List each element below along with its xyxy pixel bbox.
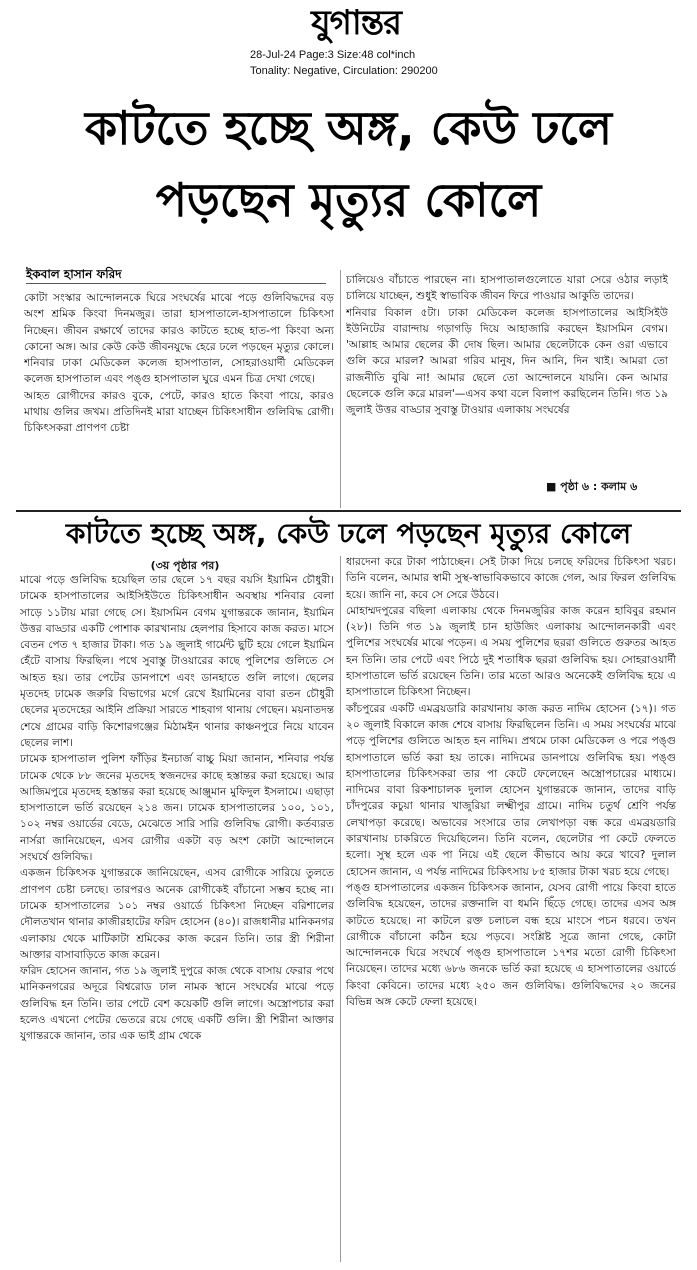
- continuation-headline: কাটতে হচ্ছে অঙ্গ, কেউ ঢলে পড়ছেন মৃত্যুর কোলে: [65, 517, 632, 550]
- body-paragraph: কাঁচপুরের একটি এমব্রয়ডারি কারখানায় কাজ করত নাদিম হোসেন (১৭)। গত ২০ জুলাই বিকালে কাজ শেষে বাসায় ফিরছিলেন তিনি। এ সময় সংঘর্ষের মাঝে পড়ে পুলিশের গুলিতে আহত হন নাদিম। প্রথমে ঢাকা মেডিকেল ও পরে পঙ্গু হাসপাতালে ভর্তি করা হয় তাকে। নাদিমের ডানপায়ে গুলিবিদ্ধ হয়। পঙ্গু হাসপাতালের চিকিৎসকরা তার পা কেটে ফেলেছেন অস্ত্রোপচারের মাধ্যমে। নাদিমের বাবা রিকশাচালক দুলাল হোসেন যুগান্তরকে জানান, তাদের বাড়ি চাঁদপুরের কচুয়া থানার খাজুরিয়া লক্ষ্মীপুর গ্রামে। নাদিম চতুর্থ শ্রেণি পর্যন্ত লেখাপড়া করেছে। অভাবের সংসারে তার লেখাপড়া বন্ধ করে এমব্রয়ডারি কারখানায় চাকরিতে দিয়েছিলেন। তিনি বলেন, ছেলেটার পা কেটে ফেলতে হলো। সুস্থ হলে এক পা নিয়ে এই ছেলে কীভাবে আয় করে খাবে? দুলাল হোসেন জানান, এ পর্যন্ত নাদিমের চিকিৎসায় ৮৫ হাজার টাকা খরচ হয়ে গেছে।: [346, 702, 676, 878]
- masthead: [0, 0, 697, 96]
- continuation-column-right: [346, 554, 676, 1260]
- body-paragraph: ঢামেক হাসপাতাল পুলিশ ফাঁড়ির ইনচার্জ বাচ্চু মিয়া জানান, শনিবার পর্যন্ত ঢামেক থেকে ৮৮ জনের মৃতদেহ স্বজনদের কাছে হস্তান্তর করা হয়েছে। আর আজিমপুরে মৃতদেহ হস্তান্তর করা হয়েছে আঞ্জুমান মুফিদুল ইসলামে। এছাড়া হাসপাতালে ভর্তি রয়েছেন ২১৪ জন। ঢামেক হাসপাতালের ১০০, ১০১, ১০২ নম্বর ওয়ার্ডের বেডে, মেঝেতে সারি সারি গুলিবিদ্ধ রোগী। কর্তব্যরত নার্সরা জানিয়েছেন, এসব রোগীর একটা বড় অংশ কোটা আন্দোলনে সংঘর্ষে গুলিবিদ্ধ।: [20, 753, 334, 864]
- jump-reference: ■ পৃষ্ঠা ৬ : কলাম ৬: [546, 478, 637, 497]
- body-paragraph: পঙ্গু হাসপাতালের একজন চিকিৎসক জানান, যেসব রোগী পায়ে কিংবা হাতে গুলিবিদ্ধ হয়েছেন, তাদের রক্তনালি বা ধমনি ছিঁড়ে গেছে। তাদের এসব অঙ্গ কাটতে হয়েছে। না কাটলে রক্ত চলাচল বন্ধ হয়ে মাংসে পচন ধরবে। তখন রোগীকে বাঁচানো কঠিন হয়ে পড়বে। সংশ্লিষ্ট সূত্রে জানা গেছে, কোটা আন্দোলনকে ঘিরে সংঘর্ষে পঙ্গু হাসপাতালে ১৭শর মতো রোগী চিকিৎসা নিয়েছেন। তাদের মধ্যে ৬৮৬ জনকে ভর্তি করা হয়েছে এ হাসপাতালের ওয়ার্ডে কিংবা কেবিনে। তাদের মধ্যে ২৫০ জন গুলিবিদ্ধ। গুলিবিদ্ধদের ২০ জনের বিভিন্ন অঙ্গ কেটে ফেলা হয়েছে।: [346, 881, 676, 1009]
- body-paragraph: মোহাম্মদপুরের বছিলা এলাকায় থেকে দিনমজুরির কাজ করেন হাবিবুর রহমান (২৮)। তিনি গত ১৯ জুলাই চান হাউজিং এলাকায় আন্দোলনকারী এবং পুলিশের সংঘর্ষের মাঝে পড়েন। এ সময় পুলিশের ছররা গুলিতে গুরুতর আহত হন তিনি। তার পেটে এবং পিঠে দুই শতাধিক ছররা গুলিবিদ্ধ হয়। সোহরাওয়ার্দী হাসপাতালে ভর্তি রয়েছেন তিনি। তার মতো আরও অনেকেই গুলিবিদ্ধ হয়ে এ হাসপাতালে চিকিৎসা নিচ্ছেন।: [346, 604, 676, 699]
- lead-right-paragraph: চালিয়েও বাঁচাতে পারছেন না। হাসপাতালগুলোতে যারা সেরে ওঠার লড়াই চালিয়ে যাচ্ছেন, শুধুই স্বাভাবিক জীবন ফিরে পাওয়ার আকুতি তাদের।: [346, 274, 668, 303]
- byline-rule: [26, 283, 326, 284]
- lead-column-left: [24, 290, 334, 506]
- lead-right-paragraph: শনিবার বিকাল ৫টা। ঢাকা মেডিকেল কলেজ হাসপাতালের আইসিইউ ইউনিটের বারান্দায় গড়াগড়ি দিয়ে আহাজারি করছেন ইয়াসমিন বেগম। 'আল্লাহ আমার ছেলের কী দোষ ছিল। আমার ছেলেটাকে কেন ওরা এভাবে গুলি করে মারল? আমরা গরিব মানুষ, দিন আনি, দিন খাই। আমরা তো রাজনীতি বুঝি না! আমার ছেলে তো আন্দোলনে যায়নি। কেন আমার ছেলেকে গুলি করে মারল'—এসব কথা বলে বিলাপ করছিলেন তিনি। গত ১৯ জুলাই উত্তর বাড্ডার সুবাস্তু টাওয়ার এলাকায় সংঘর্ষের: [346, 306, 668, 417]
- body-paragraph: মাঝে পড়ে গুলিবিদ্ধ হয়েছিল তার ছেলে ১৭ বছর বয়সি ইয়ামিন চৌধুরী। ঢামেক হাসপাতালের আইসিইউতে চিকিৎসাধীন অবস্থায় শনিবার বেলা সাড়ে ১১টায় মারা গেছে সে। ইয়াসমিন বেগম যুগান্তরকে জানান, ইয়ামিন উত্তর বাড্ডার একটি পোশাক কারখানায় হেলপার হিসাবে কাজ করত। মাসে বেতন পেত ৭ হাজার টাকা। গত ১৯ জুলাই গার্মেন্ট ছুটি হয়ে গেলে ইয়ামিন হেঁটে বাসায় ফিরছিল। পথে সুবাস্তু টাওয়ারের কাছে পুলিশের গুলিতে সে আহত হয়। তার পেটের ডানপাশে এবং ডানহাতে গুলি লাগে। ছেলের মৃতদেহ ঢামেক জরুরি বিভাগের মর্গে রেখে ইয়ামিনের বাবা রতন চৌধুরী ছেলের মৃতদেহের আইনি প্রক্রিয়া সারতে শাহবাগ থানায় গেছেন। ময়নাতদন্ত শেষে গ্রামের বাড়ি কিশোরগঞ্জের মিঠামইন থানার কাঞ্চনপুরে নিয়ে যাবেন ছেলের লাশ।: [20, 574, 334, 749]
- column-divider: [340, 556, 341, 1262]
- byline: ইকবাল হাসান ফরিদ: [26, 267, 122, 281]
- lead-column-right: [346, 272, 668, 508]
- clipping-meta-line2: Tonality: Negative, Circulation: 290200: [250, 65, 438, 77]
- body-paragraph: ফরিদ হোসেন জানান, গত ১৯ জুলাই দুপুরে কাজ থেকে বাসায় ফেরার পথে মানিকনগরের অদূরে বিশ্বরোড ঢাল নামক স্থানে সংঘর্ষের মাঝে পড়ে গুলিবিদ্ধ হন তিনি। তার পেটে বেশ কয়েকটি গুলি লাগে। অস্ত্রোপচার করা হলেও এখনো পেটের ভেতরে রয়ে গেছে একটি গুলি। স্ত্রী শিরীনা আক্তার যুগান্তরকে জানান, তার এক ভাই গ্রাম থেকে: [20, 965, 334, 1043]
- column-divider: [340, 270, 341, 508]
- clipping-meta-line1: 28-Jul-24 Page:3 Size:48 col*inch: [250, 49, 416, 61]
- newspaper-logo: যুগান্তর: [311, 3, 401, 43]
- continued-from-label: (৩য় পৃষ্ঠার পর): [150, 559, 220, 572]
- lead-left-paragraph: আহত রোগীদের কারও বুকে, পেটে, কারও হাতে কিংবা পায়ে, কারও মাথায় গুলির জখম। প্রতিদিনই মারা যাচ্ছেন চিকিৎসাধীন গুলিবিদ্ধ রোগী। চিকিৎসকরা প্রাণপণ চেষ্টা: [24, 389, 334, 435]
- main-headline: কাটতে হচ্ছে অঙ্গ, কেউ ঢলে পড়ছেন মৃত্যুর কোলে: [84, 101, 613, 227]
- body-paragraph: ধারদেনা করে টাকা পাঠাচ্ছেন। সেই টাকা দিয়ে চলছে ফরিদের চিকিৎসা খরচ। তিনি বলেন, আমার স্বামী সুস্থ-স্বাভাবিকভাবে কাজে গেল, আর ফিরল গুলিবিদ্ধ হয়ে। জানি না, কবে সে সেরে উঠবে।: [346, 556, 676, 601]
- continuation-column-left: [20, 572, 334, 1262]
- lead-left-paragraph: কোটা সংস্কার আন্দোলনকে ঘিরে সংঘর্ষের মাঝে পড়ে গুলিবিদ্ধদের বড় অংশ শ্রমিক কিংবা দিনমজুর। তারা হাসপাতালে-হাসপাতালে চিকিৎসা নিচ্ছেন। জীবন রক্ষার্থে তাদের কারও কাটতে হচ্ছে হাত-পা কিংবা অন্য কোনো অঙ্গ। আর কেউ কেউ জীবনযুদ্ধে হেরে ঢলে পড়ছেন মৃত্যুর কোলে। শনিবার ঢাকা মেডিকেল কলেজ হাসপাতাল, সোহরাওয়ার্দী মেডিকেল কলেজ হাসপাতাল এবং পঙ্গু হাসপাতাল ঘুরে এমন চিত্র দেখা গেছে।: [24, 292, 334, 386]
- body-paragraph: একজন চিকিৎসক যুগান্তরকে জানিয়েছেন, এসব রোগীকে সারিয়ে তুলতে প্রাণপণ চেষ্টা চলছে। তারপরও অনেক রোগীকেই বাঁচানো সম্ভব হচ্ছে না। ঢামেক হাসপাতালের ১০১ নম্বর ওয়ার্ডে চিকিৎসা নিচ্ছেন বরিশালের দৌলতখান থানার কাজীরহাটের ফরিদ হোসেন (৪০)। রাজধানীর মানিকনগর এলাকায় থেকে মাটিকাটা শ্রমিকের কাজ করেন তিনি। তার স্ত্রী শিরীনা আক্তার বাসাবাড়িতে কাজ করেন।: [20, 867, 334, 961]
